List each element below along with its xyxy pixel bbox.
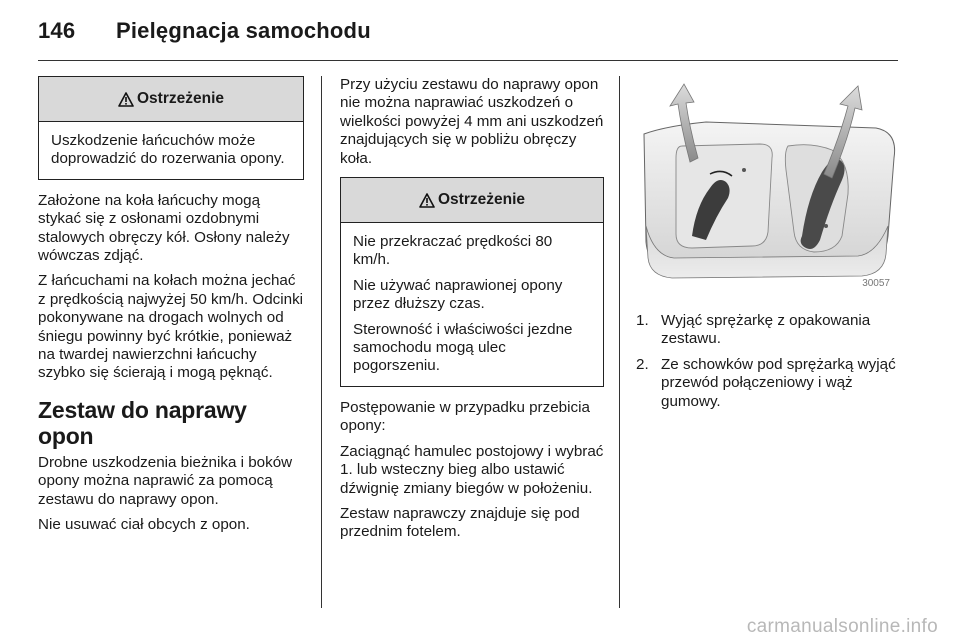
column-divider-2 [619, 76, 620, 608]
header-rule [38, 60, 898, 61]
warning-text: Uszkodzenie łańcuchów może doprowadzić do rozerwania opony. [51, 132, 285, 168]
warning-text: Sterowność i właściwości jezdne samochodu mogą ulec pogorszeniu. [353, 320, 573, 375]
step-number: 1. [636, 312, 649, 329]
warning-title: Ostrzeżenie [136, 89, 224, 107]
warning-text: Nie przekraczać prędkości 80 km/h. [353, 233, 553, 269]
repair-kit-illustration [636, 76, 902, 292]
column-divider-1 [321, 76, 322, 608]
warning-triangle-icon [118, 92, 134, 107]
list-item [636, 356, 902, 411]
warning-triangle-icon [419, 193, 435, 208]
paragraph: Z łańcuchami na kołach można jechać z prędkością najwyżej 50 km/h. Odcinki pokonywane na drogach wolnych od śniegu powinny być krótkie, ponieważ na twardej nawierzchni łańcuchy szybko się ścierają i mogą pęknąć. [38, 272, 304, 382]
step-number: 2. [636, 355, 649, 373]
warning-header [341, 178, 603, 223]
column-3 [636, 76, 902, 418]
step-text: Ze schowków pod sprężarką wyjąć przewód połączeniowy i wąż gumowy. [661, 355, 896, 410]
section-heading: Zestaw do naprawy opon [38, 396, 247, 449]
paragraph: Zaciągnąć hamulec postojowy i wybrać 1. lub wsteczny bieg albo ustawić dźwignię zmiany biegów w położeniu. [340, 442, 604, 497]
warning-title: Ostrzeżenie [437, 190, 525, 208]
page-number: 146 [38, 18, 76, 43]
paragraph: Zestaw naprawczy znajduje się pod przednim fotelem. [340, 504, 580, 541]
kit-box-drawing [644, 122, 895, 278]
paragraph: Drobne uszkodzenia bieżnika i boków opony można naprawić za pomocą zestawu do naprawy opon. [38, 453, 293, 508]
paragraph: Przy użyciu zestawu do naprawy opon nie można naprawiać uszkodzeń o wielkości powyżej 4 mm ani uszkodzeń znajdujących się w pobliżu obręczy koła. [340, 76, 604, 167]
warning-body [39, 122, 303, 179]
list-item [636, 312, 902, 349]
warning-body [341, 223, 603, 386]
page-title: Pielęgnacja samochodu [116, 18, 371, 43]
paragraph: Postępowanie w przypadku przebicia opony: [340, 398, 590, 435]
column-1 [38, 76, 304, 542]
warning-box-chains [38, 76, 304, 180]
instruction-steps [636, 312, 902, 411]
warning-text: Nie używać naprawionej opony przez dłuższy czas. [353, 276, 563, 313]
warning-box-speed [340, 177, 604, 387]
watermark: carmanualsonline.info [746, 616, 938, 637]
paragraph: Założone na koła łańcuchy mogą stykać się z osłonami ozdobnymi stalowych obręczy kół. Osłony należy wówczas zdjąć. [38, 191, 290, 265]
warning-header [39, 77, 303, 122]
page-header [38, 18, 371, 44]
paragraph: Nie usuwać ciał obcych z opon. [38, 516, 250, 534]
figure-number: 30057 [862, 278, 890, 289]
column-2 [340, 76, 604, 549]
step-text: Wyjąć sprężarkę z opakowania zestawu. [661, 312, 871, 348]
